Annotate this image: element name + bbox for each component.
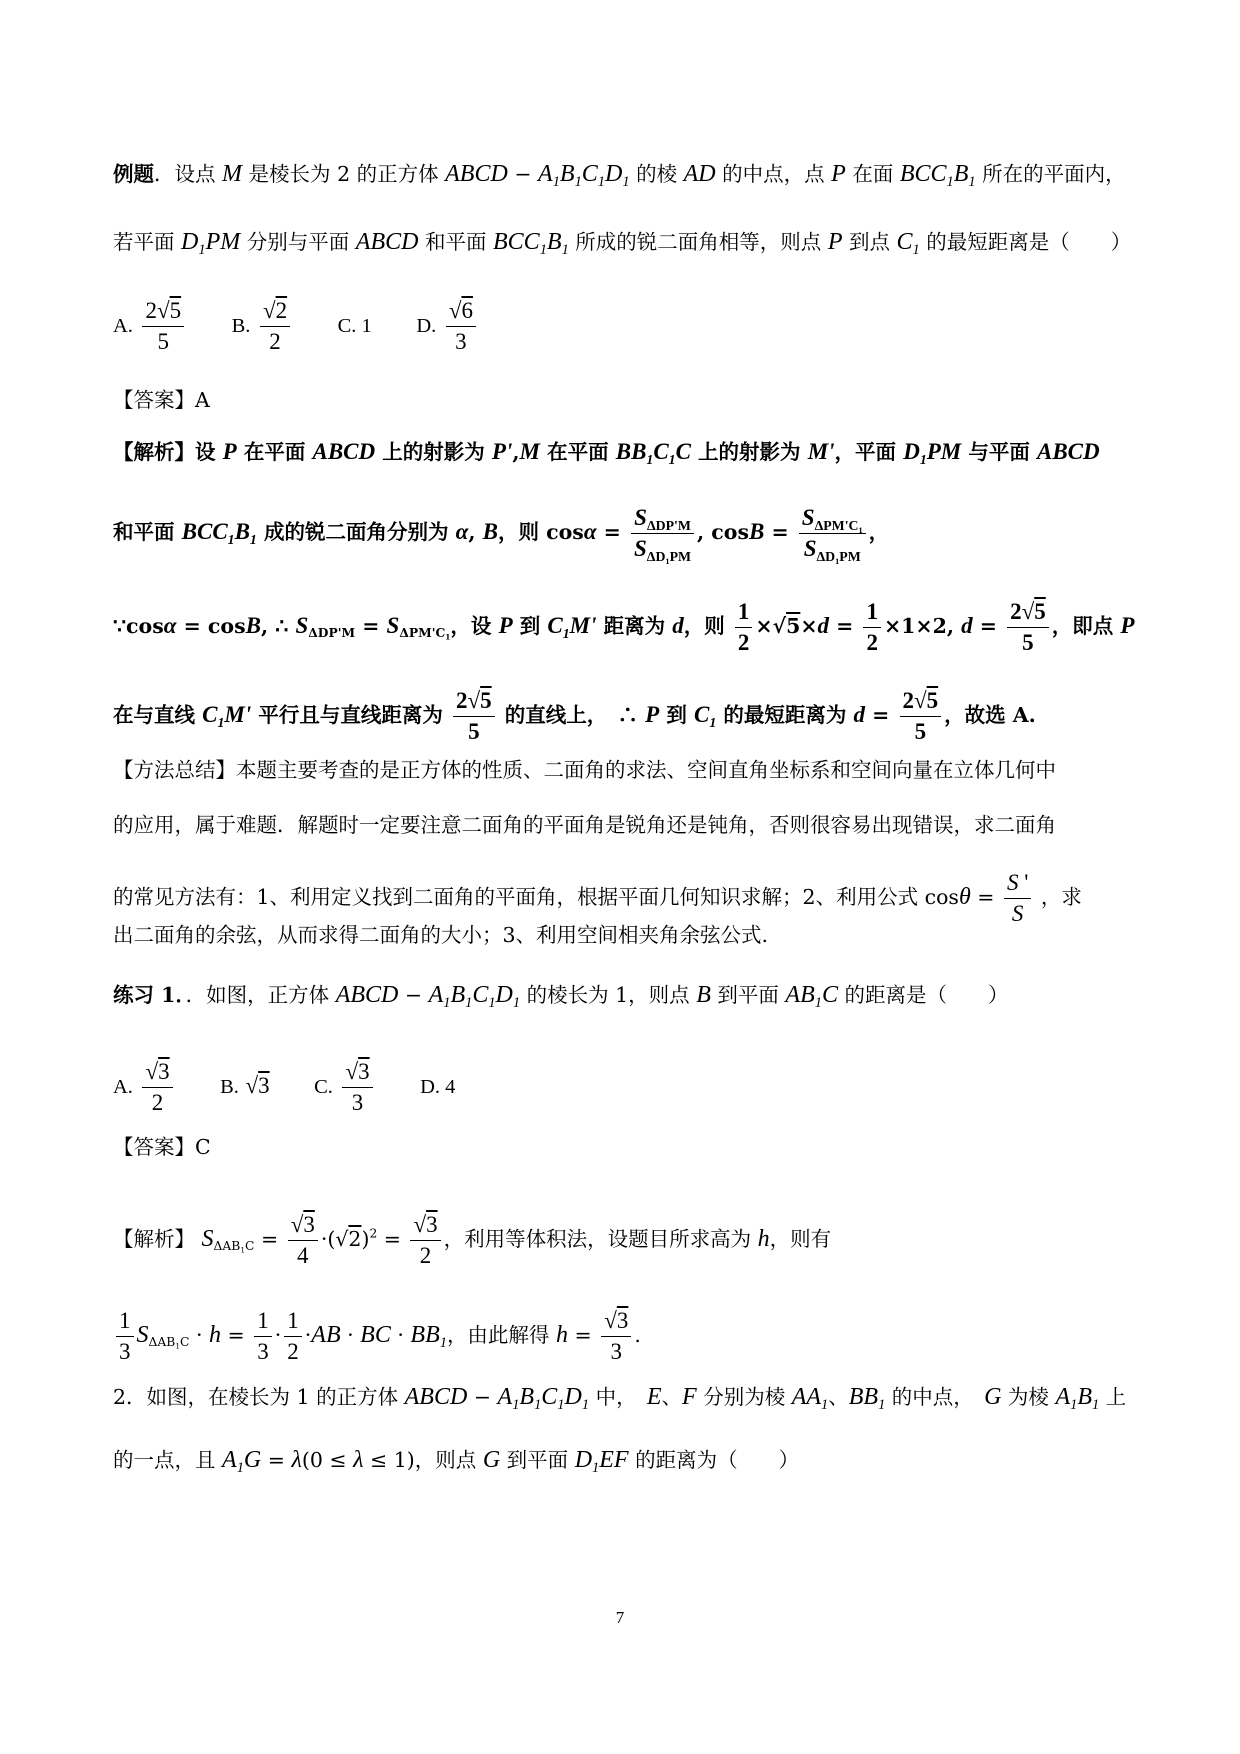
example-analysis-line-4: 在与直线 $C_1M'$ 平行且与直线距离为 $\frac{2√5}{5}$ 的直线上， ∴ P 到 $C_1$ 的最短距离为 d = $\frac{2√5}{5}$ ，故选 A. (113, 688, 1036, 744)
summary-line-4: 出二面角的余弦，从而求得二面角的大小；3、利用空间相夹角余弦公式. (113, 923, 769, 947)
example-option-d: D. $\frac{√6}{3}$ (416, 296, 479, 357)
exercise1-analysis-line-1: 【解析】 $S_{\Delta AB_1C}$ = $\frac{√3}{4}$ $\cdot(√2)^2$ = $\frac{√3}{2}$ ，利用等体积法，设题目所求高为 h，则有 (113, 1212, 832, 1268)
exercise1-options (113, 1057, 493, 1118)
exercise1-option-b: B. √3 (220, 1072, 270, 1098)
exercise1-option-d: D. 4 (420, 1075, 456, 1098)
exercise1-label: 练习 1． (113, 983, 186, 1007)
example-analysis-line-2: 和平面 $BCC_1B_1$ 成的锐二面角分别为 α, B，则 cosα = $\frac{S_{\Delta DP'M}}{S_{\Delta D_1PM}}$ , cosB = $\frac{S_{\Delta PM'C_1}}{S_{\Delta D_1PM}}$ ， (113, 505, 890, 566)
summary-line-2: 的应用，属于难题．解题时一定要注意二面角的平面角是锐角还是钝角，否则很容易出现错误，求二面角 (113, 813, 1056, 837)
example-options (113, 296, 517, 357)
exercise2-stem-line-2: 的一点，且 $A_1G = \lambda(0 \le \lambda \le 1)$，则点 G 到平面 $D_1EF$ 的距离为（ ） (113, 1447, 800, 1477)
exercise1-option-a: A. $\frac{√3}{2}$ (113, 1057, 176, 1118)
exercise1-option-c: C. $\frac{√3}{3}$ (314, 1057, 375, 1118)
example-stem-line-2: 若平面 $D_1PM$ 分别与平面 ABCD 和平面 $BCC_1B_1$ 所成的锐二面角相等，则点 P 到点 $C_1$ 的最短距离是（ ） (113, 229, 1132, 259)
summary-line-1: 【方法总结】本题主要考查的是正方体的性质、二面角的求法、空间直角坐标系和空间向量在立体几何中 (113, 758, 1056, 782)
example-option-a: A. $\frac{2√5}{5}$ (113, 296, 187, 357)
example-analysis-line-1: 【解析】设 P 在平面 ABCD 上的射影为 P',M 在平面 $BB_1C_1C$ 上的射影为 M'，平面 $D_1PM$ 与平面 ABCD (113, 439, 1100, 467)
example-label: 例题 (113, 162, 154, 186)
example-answer: 【答案】A (113, 388, 210, 412)
example-option-c: C. 1 (337, 314, 372, 337)
example-analysis-line-3: ∵cosα = cosB, ∴ $S_{\Delta DP'M} = S_{\Delta PM'C_1}$，设 P 到 $C_1M'$ 距离为 d，则 $\frac{1}{2}$ ×√5×d = $\frac{1}{2}$ ×1×2, d = $\frac{2√5}{5}$ ，即点 P (113, 599, 1135, 655)
exercise1-answer: 【答案】C (113, 1135, 211, 1159)
page-number: 7 (615, 1608, 625, 1627)
example-option-b: B. $\frac{√2}{2}$ (232, 296, 293, 357)
exercise2-stem-line-1: 2．如图，在棱长为 1 的正方体 ABCD − $A_1B_1C_1D_1$ 中， E、F 分别为棱 $AA_1$、$BB_1$ 的中点， G 为棱 $A_1B_1$ 上 (113, 1384, 1127, 1414)
exercise1-analysis-line-2: $\frac{1}{3}$ $S_{\Delta AB_1C} \cdot h$ = $\frac{1}{3}$ · $\frac{1}{2}$ ·AB · BC · $BB_1$，由此解得 h = $\frac{√3}{3}$ . (113, 1306, 641, 1367)
summary-line-3: 的常见方法有：1、利用定义找到二面角的平面角，根据平面几何知识求解；2、利用公式 cosθ = $\frac{S '}{S}$ ，求 (113, 870, 1082, 926)
example-stem-line-1: 例题．设点 M 是棱长为 2 的正方体 ABCD − $A_1B_1C_1D_1$ 的棱 AD 的中点，点 P 在面 $BCC_1B_1$ 所在的平面内， (113, 161, 1126, 191)
exercise1-stem: 练习 1．．如图，正方体 ABCD − $A_1B_1C_1D_1$ 的棱长为 1，则点 B 到平面 $AB_1C$ 的距离是（ ） (113, 982, 1009, 1012)
